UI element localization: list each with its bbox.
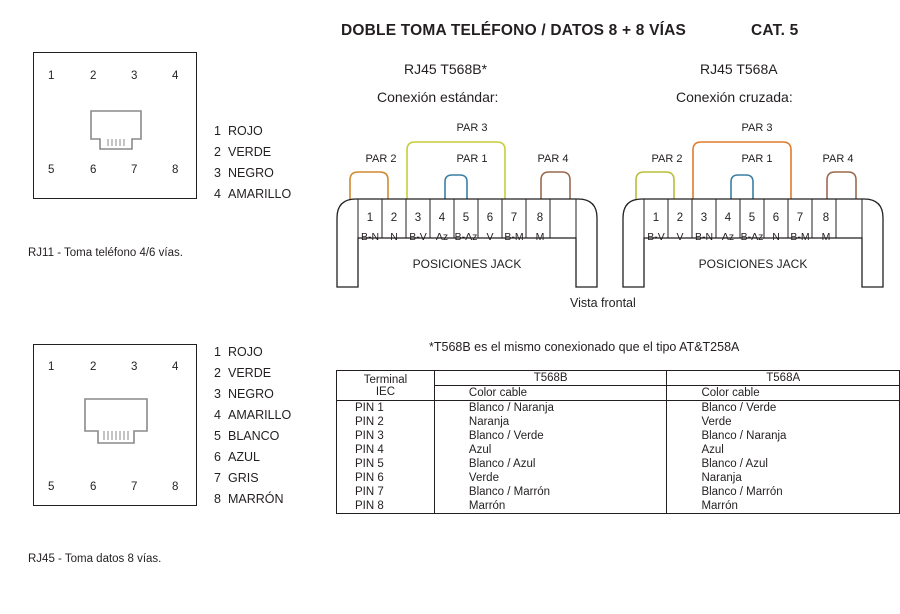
front-view-label: Vista frontal [570,296,636,310]
category-label: CAT. 5 [751,22,799,39]
rj11-legend-index-1: 1 [214,124,221,138]
diagram-1-pin-5: 5 [462,212,470,224]
table-b-3: Blanco / Verde [434,429,667,443]
table-a-1: Blanco / Verde [667,401,900,416]
rj45-legend-color-7: GRIS [228,471,259,485]
table-pin-3: PIN 3 [337,429,435,443]
diagram-1-code-7: B-M [504,231,524,243]
table-b-6: Verde [434,471,667,485]
table-row [337,471,900,485]
rj45-top-number-4: 4 [172,361,179,373]
diagram-2-pin-1: 1 [652,212,660,224]
table-pin-2: PIN 2 [337,415,435,429]
rj11-legend-color-1: ROJO [228,124,263,138]
table-pin-5: PIN 5 [337,457,435,471]
rj11-legend-color-3: NEGRO [228,166,274,180]
diagram-2-pin-7: 7 [796,212,804,224]
rj11-caption: RJ11 - Toma teléfono 4/6 vías. [28,247,183,259]
diagram-2-code-8: M [821,231,831,243]
diagram-1-pair-4-label: PAR 4 [537,153,569,165]
diagram-2-pair-3-label: PAR 3 [741,122,773,134]
table-b-7: Blanco / Marrón [434,485,667,499]
rj45-top-number-2: 2 [90,361,97,373]
diagram-1-standard: RJ45 T568B* [404,61,488,77]
table-terminal-header-line1: Terminal [363,373,408,386]
diagram-2-pair-arcs [622,130,882,202]
table-col-a-subheader: Color cable [667,386,900,401]
table-a-3: Blanco / Naranja [667,429,900,443]
diagram-1-pair-1-label: PAR 1 [456,153,488,165]
rj45-caption: RJ45 - Toma datos 8 vías. [28,553,162,565]
table-b-4: Azul [434,443,667,457]
diagram-1-code-8: M [535,231,545,243]
table-a-2: Verde [667,415,900,429]
diagram-2-code-4: Az [721,231,735,243]
diagram-1-footer: POSICIONES JACK [412,257,522,271]
diagram-1-code-3: B-V [409,231,427,243]
table-terminal-header [337,371,435,401]
diagram-2-pin-6: 6 [772,212,780,224]
rj45-legend-color-4: AMARILLO [228,408,292,422]
rj11-top-number-2: 2 [90,70,97,82]
rj45-legend-color-2: VERDE [228,366,272,380]
rj45-top-number-3: 3 [131,361,138,373]
rj11-bottom-number-5: 5 [48,164,55,176]
table-a-6: Naranja [667,471,900,485]
table-row [337,401,900,416]
table-col-b-header: T568B [434,371,667,386]
table-row [337,429,900,443]
diagram-2-pair-2-label: PAR 2 [651,153,683,165]
table-pin-8: PIN 8 [337,499,435,514]
rj45-legend-index-2: 2 [214,366,221,380]
diagram-1-pair-arcs [336,130,596,202]
rj45-legend-index-6: 6 [214,450,221,464]
table-pin-7: PIN 7 [337,485,435,499]
rj11-legend [214,121,291,205]
diagram-2-connection: Conexión cruzada: [676,89,793,105]
diagram-1-pair-3-label: PAR 3 [456,122,488,134]
rj11-legend-color-4: AMARILLO [228,187,292,201]
diagram-2-pin-4: 4 [724,212,732,224]
diagram-2-code-5: B-Az [740,231,764,243]
rj45-legend-color-8: MARRÓN [228,492,284,506]
table-a-5: Blanco / Azul [667,457,900,471]
rj45-legend-index-7: 7 [214,471,221,485]
rj45-top-number-1: 1 [48,361,55,373]
diagram-1-code-5: B-Az [454,231,478,243]
diagram-2-footer: POSICIONES JACK [698,257,808,271]
rj45-legend-color-5: BLANCO [228,429,280,443]
diagram-1-connection: Conexión estándar: [377,89,499,105]
table-a-8: Marrón [667,499,900,514]
rj11-top-number-4: 4 [172,70,179,82]
table-b-5: Blanco / Azul [434,457,667,471]
rj45-bottom-number-6: 6 [90,481,97,493]
table-a-7: Blanco / Marrón [667,485,900,499]
diagram-2-pin-5: 5 [748,212,756,224]
rj11-bottom-number-8: 8 [172,164,179,176]
table-pin-6: PIN 6 [337,471,435,485]
diagram-2-pin-2: 2 [676,212,684,224]
rj45-legend-index-4: 4 [214,408,221,422]
table-pin-4: PIN 4 [337,443,435,457]
table-a-4: Azul [667,443,900,457]
rj45-legend-index-5: 5 [214,429,221,443]
diagram-2-pin-3: 3 [700,212,708,224]
rj45-legend [214,342,291,510]
diagram-2-pin-8: 8 [822,212,830,224]
table-col-a-header: T568A [667,371,900,386]
table-pin-1: PIN 1 [337,401,435,416]
diagram-2-pair-4-label: PAR 4 [822,153,854,165]
diagram-2-code-6: N [772,231,780,243]
table-row [337,485,900,499]
rj45-legend-color-6: AZUL [228,450,260,464]
rj11-bottom-number-7: 7 [131,164,138,176]
table-row [337,443,900,457]
diagram-2-code-2: V [676,231,684,243]
table-header-row [337,371,900,386]
diagram-1-code-1: B-N [360,231,380,243]
page-title: DOBLE TOMA TELÉFONO / DATOS 8 + 8 VÍAS [341,22,687,39]
diagram-1-pin-6: 6 [486,212,494,224]
table-row [337,415,900,429]
diagram-2-code-1: B-V [647,231,665,243]
table-b-8: Marrón [434,499,667,514]
diagram-1-code-4: Az [435,231,449,243]
table-b-2: Naranja [434,415,667,429]
table-row [337,499,900,514]
rj45-legend-index-8: 8 [214,492,221,506]
diagram-2-standard: RJ45 T568A [700,61,778,77]
diagram-1-pin-7: 7 [510,212,518,224]
diagram-1-pair-2-label: PAR 2 [365,153,397,165]
rj45-bottom-number-5: 5 [48,481,55,493]
rj11-socket-icon [88,108,144,152]
rj45-legend-color-3: NEGRO [228,387,274,401]
diagram-2-code-7: B-M [790,231,810,243]
rj45-legend-color-1: ROJO [228,345,263,359]
table-b-1: Blanco / Naranja [434,401,667,416]
diagram-1-pin-2: 2 [390,212,398,224]
diagram-1-pin-3: 3 [414,212,422,224]
diagram-1-pin-1: 1 [366,212,374,224]
t568b-note: *T568B es el mismo conexionado que el tipo AT&T258A [429,340,740,354]
rj45-bottom-number-8: 8 [172,481,179,493]
rj11-top-number-1: 1 [48,70,55,82]
rj45-legend-index-1: 1 [214,345,221,359]
rj45-legend-index-3: 3 [214,387,221,401]
rj11-legend-index-4: 4 [214,187,221,201]
rj45-socket-icon [82,396,150,448]
table-row [337,457,900,471]
rj11-legend-index-3: 3 [214,166,221,180]
diagram-2-code-3: B-N [694,231,714,243]
rj11-legend-color-2: VERDE [228,145,272,159]
rj11-top-number-3: 3 [131,70,138,82]
rj11-bottom-number-6: 6 [90,164,97,176]
table-col-b-subheader: Color cable [434,386,667,401]
diagram-1-code-6: V [486,231,494,243]
table-terminal-header-line2: IEC [375,385,396,398]
rj45-bottom-number-7: 7 [131,481,138,493]
wiring-table [336,370,900,514]
rj11-legend-index-2: 2 [214,145,221,159]
diagram-2-pair-1-label: PAR 1 [741,153,773,165]
diagram-1-pin-4: 4 [438,212,446,224]
diagram-1-code-2: N [390,231,398,243]
diagram-1-pin-8: 8 [536,212,544,224]
